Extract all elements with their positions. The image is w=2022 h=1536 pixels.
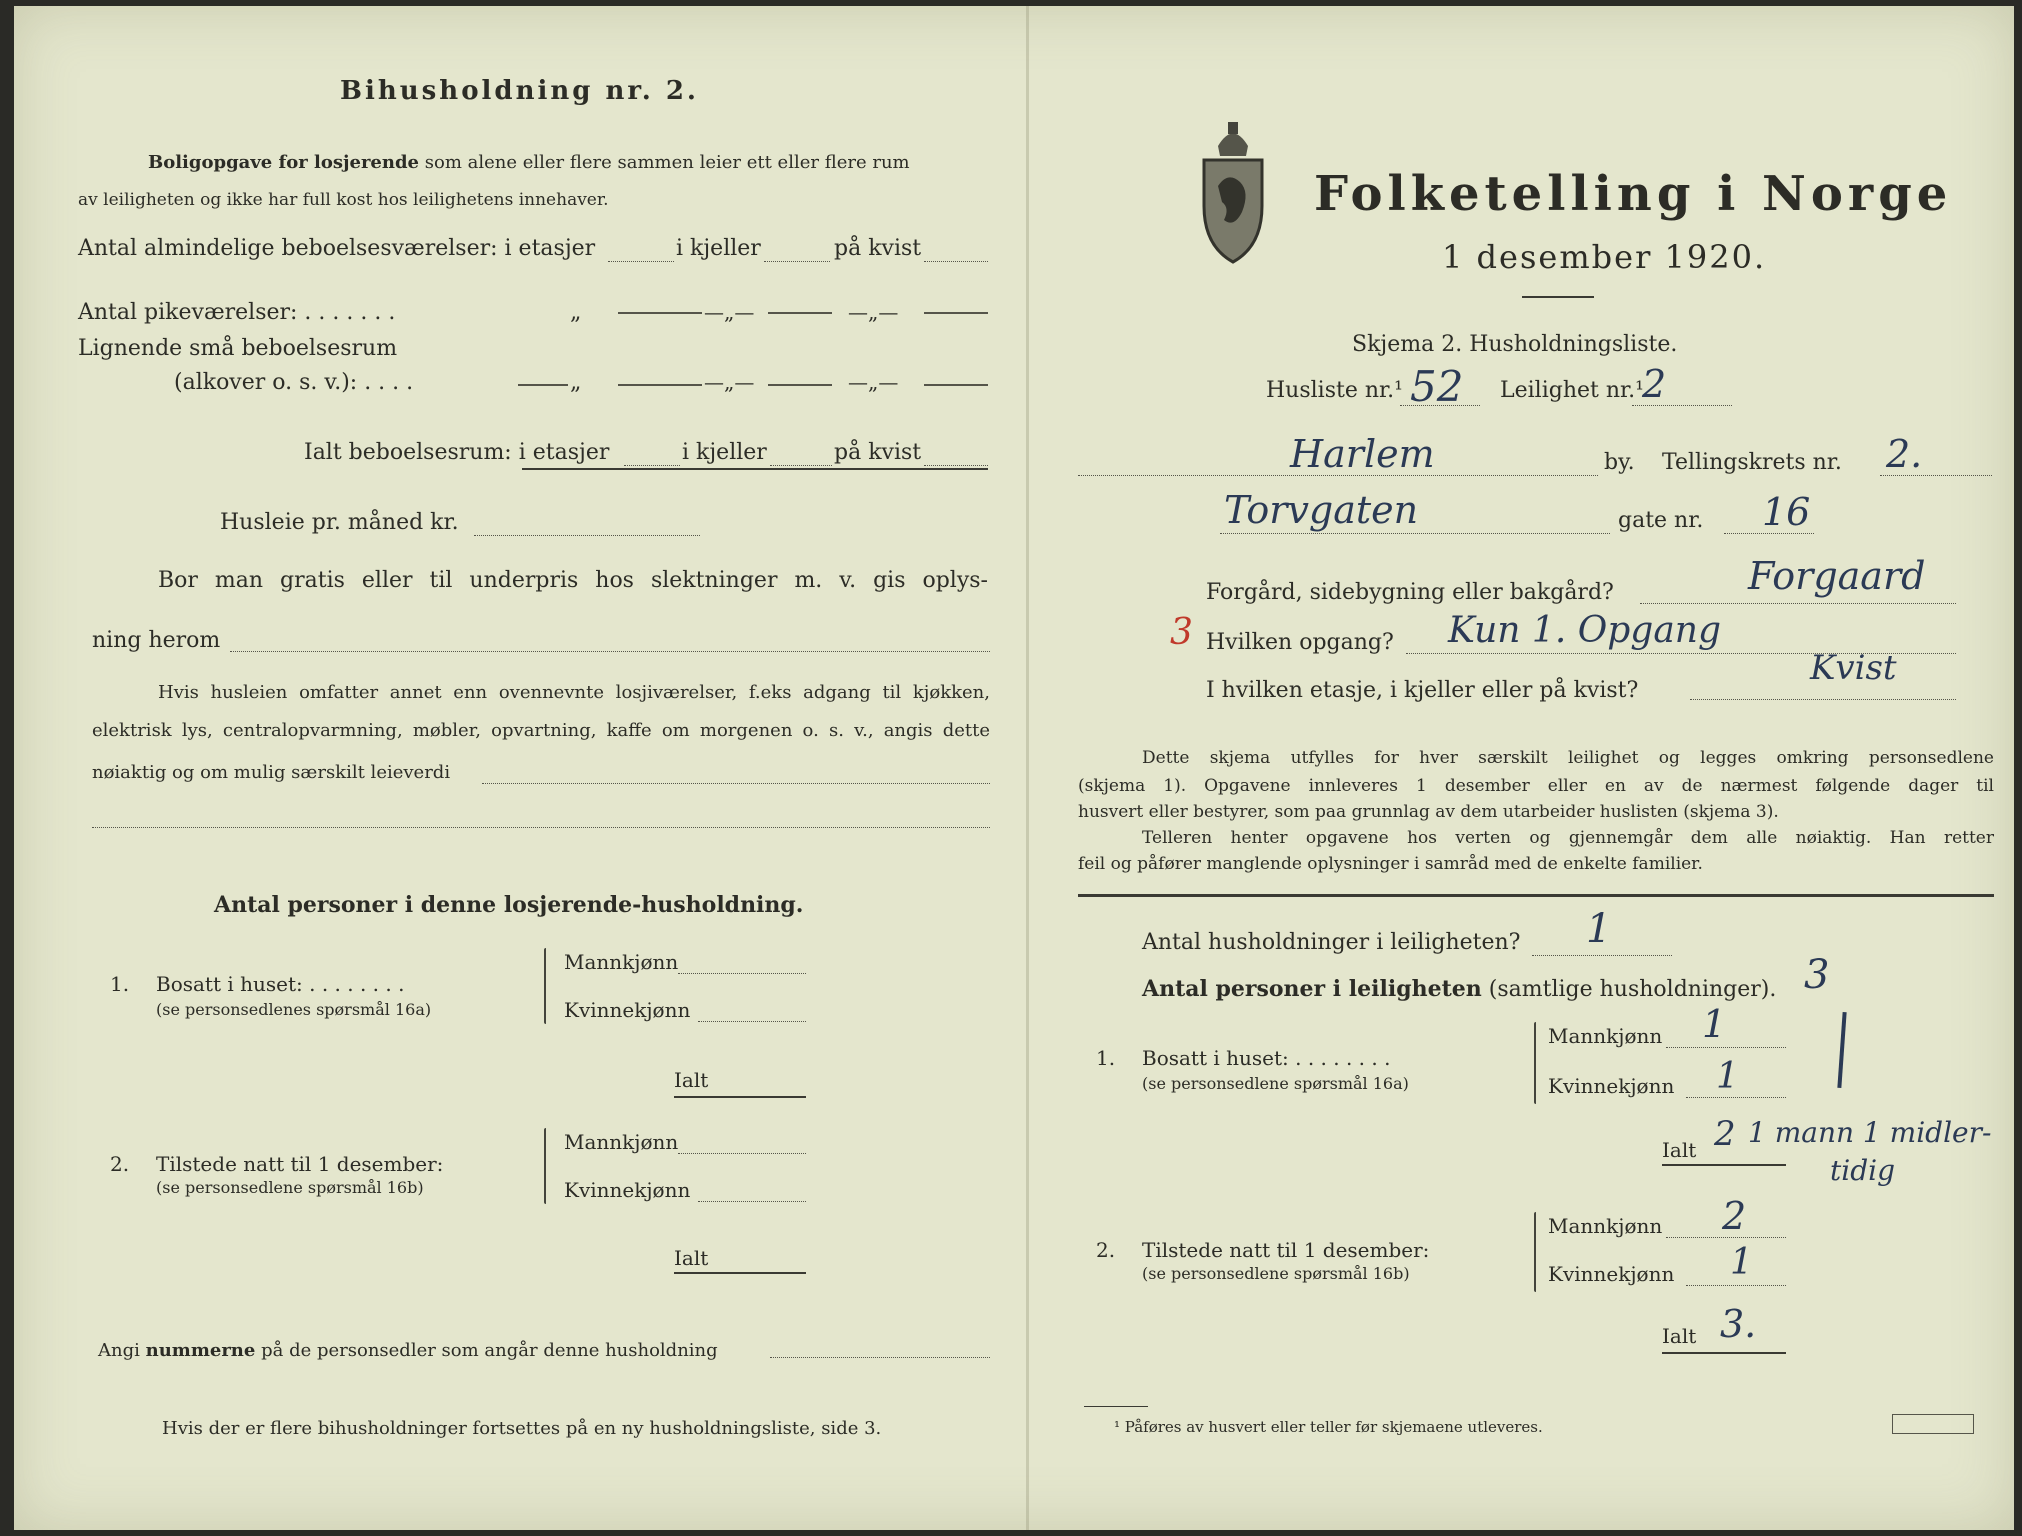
leilighet-line [1632,404,1732,406]
antal-heading: Antal personer i denne losjerende-husholdning. [214,892,804,918]
right-page [1030,6,2014,1530]
info-line1: Dette skjema utfylles for hver særskilt leilighet og legges omkring personsedlene [1142,748,1994,768]
by-value: Harlem [1290,432,1435,476]
page-fold [1026,6,1029,1530]
gate-nr-line [1724,532,1814,534]
bosatt-brace [544,948,546,1024]
row3-dash3 [924,384,988,386]
husliste-value: 52 [1410,362,1464,411]
husliste-label: Husliste nr.¹ [1266,378,1403,403]
r-tilstede-kvinne: Kvinnekjønn [1548,1262,1675,1286]
r-bosatt-ialt-value: 2 [1714,1114,1736,1154]
r-bosatt-note2: tidig [1830,1154,1896,1187]
r-bosatt-sub: (se personsedlene spørsmål 16a) [1142,1074,1409,1093]
r-tilstede-mann: Mannkjønn [1548,1214,1663,1238]
intro-bold: Boligopgave for losjerende [148,152,420,173]
by-line [1078,474,1598,476]
row3-dash0 [518,384,568,386]
r-bosatt-kvinne: Kvinnekjønn [1548,1074,1675,1098]
r-tilstede-label: Tilstede natt til 1 desember: [1142,1238,1430,1262]
krets-value: 2. [1886,432,1923,476]
row3-dash2 [768,384,832,386]
ialt-etasjer-line [624,464,680,466]
row2-dash3 [924,312,988,314]
row1-label: Antal almindelige beboelsesværelser: i etasjer [78,236,596,261]
bor-line1: Bor man gratis eller til underpris hos slektninger m. v. gis oplys- [158,568,988,593]
husleie-label: Husleie pr. måned kr. [220,510,459,535]
antal-pers-line [1142,976,1776,1002]
r-tilstede-kvinne-value: 1 [1730,1242,1753,1283]
tilstede-ialt: Ialt [674,1246,709,1270]
tilstede-mann-line [678,1152,806,1154]
info-line5: feil og påfører manglende oplysninger i samråd med de enkelte familier. [1078,854,1703,874]
footnote-rule [1084,1406,1148,1407]
ialt-label: Ialt beboelsesrum: i etasjer [304,440,610,465]
antal-hus-value: 1 [1586,906,1612,952]
row3-quote: „ [570,370,582,395]
angi-rest: på de personsedler som angår denne husholdning [261,1340,718,1361]
husleie-line [474,534,700,536]
printer-stamp [1892,1414,1974,1434]
ialt-kjeller: i kjeller [682,440,767,465]
row3-dash1 [618,384,702,386]
forgard-label: Forgård, sidebygning eller bakgård? [1206,580,1614,605]
r-bosatt-mann-line [1666,1046,1786,1048]
census-form-sheet [14,6,2014,1530]
row2-quote: „ [570,300,582,325]
r-bosatt-mann-value: 1 [1702,1002,1727,1046]
antal-pers-bold: Antal personer i leiligheten [1142,976,1482,1002]
gate-label: gate nr. [1618,508,1704,533]
info-divider [1078,894,1994,897]
forgard-value: Forgaard [1748,554,1926,598]
row2-dash2 [768,312,832,314]
tilstede-kvinne-line [698,1200,806,1202]
ialt-kjeller-line [770,464,832,466]
r-tilstede-mann-value: 2 [1722,1194,1747,1238]
hvis-line1: Hvis husleien omfatter annet enn ovennevnte losjiværelser, f.eks adgang til kjøkken, [158,682,990,703]
etasje-label: I hvilken etasje, i kjeller eller på kvist? [1206,678,1639,703]
r-bosatt-brace [1534,1022,1536,1104]
opgang-red-mark: 3 [1170,612,1193,653]
footnote: ¹ Påføres av husvert eller teller før skjemaene utleveres. [1114,1418,1543,1436]
row2-dash-mark1: —„— [704,300,755,324]
r-bosatt-ialt-line [1662,1164,1786,1166]
r-tilstede-num: 2. [1096,1238,1116,1262]
bosatt-kvinne-line [698,1020,806,1022]
angi-line [98,1340,718,1361]
gate-line [1220,532,1610,534]
angi-pre: Angi [98,1340,140,1361]
row1-etasjer-line [608,260,674,262]
r-tilstede-ialt-line [1662,1352,1786,1354]
tilstede-label: Tilstede natt til 1 desember: [156,1152,444,1176]
krets-label: Tellingskrets nr. [1662,450,1842,475]
left-footer: Hvis der er flere bihusholdninger fortsettes på en ny husholdningsliste, side 3. [162,1418,882,1439]
ialt-underline [522,468,988,470]
bosatt-num: 1. [110,972,130,996]
row1-kjeller-line [764,260,830,262]
tilstede-ialt-line [674,1272,806,1274]
antal-hus-line [1532,954,1672,956]
r-tilstede-mann-line [1666,1236,1786,1238]
row1-kjeller: i kjeller [676,236,761,261]
date-underline [1522,296,1594,298]
krets-line [1880,474,1992,476]
gate-nr-value: 16 [1762,490,1811,534]
row3-dash-mark2: —„— [848,370,899,394]
info-line2: (skjema 1). Opgavene innleveres 1 desember eller en av de nærmest følgende dager til [1078,776,1994,796]
tilstede-kvinne: Kvinnekjønn [564,1178,691,1202]
coat-of-arms-icon [1198,116,1268,266]
etasje-line [1690,698,1956,700]
bosatt-sub: (se personsedlenes spørsmål 16a) [156,1000,432,1019]
gate-value: Torvgaten [1224,488,1419,532]
hvis-line [482,782,990,784]
row3-dash-mark1: —„— [704,370,755,394]
intro-line2: av leiligheten og ikke har full kost hos leilighetens innehaver. [78,190,609,210]
r-bosatt-ialt: Ialt [1662,1138,1697,1162]
r-bosatt-pencil-stroke [1837,1012,1846,1088]
r-tilstede-sub: (se personsedlene spørsmål 16b) [1142,1264,1410,1283]
right-title: Folketelling i Norge [1314,166,1953,222]
leilighet-value: 2 [1642,362,1667,406]
hvis-line2: elektrisk lys, centralopvarmning, møbler, opvartning, kaffe om morgenen o. s. v., angis dette [92,720,990,741]
intro-line1 [148,152,910,173]
r-bosatt-mann: Mannkjønn [1548,1024,1663,1048]
bosatt-kvinne: Kvinnekjønn [564,998,691,1022]
r-bosatt-num: 1. [1096,1046,1116,1070]
angi-bold: nummerne [145,1340,256,1361]
tilstede-num: 2. [110,1152,130,1176]
r-bosatt-kvinne-line [1686,1096,1786,1098]
r-tilstede-kvinne-line [1686,1284,1786,1286]
opgang-label: Hvilken opgang? [1206,630,1394,655]
bosatt-ialt-line [674,1096,806,1098]
antal-hus-label: Antal husholdninger i leiligheten? [1142,930,1521,955]
tilstede-mann: Mannkjønn [564,1130,679,1154]
etasje-value: Kvist [1810,648,1897,688]
opgang-value: Kun 1. Opgang [1448,610,1722,651]
antal-pers-value: 3 [1804,952,1830,998]
hvis-line-extra [92,826,990,828]
bosatt-label: Bosatt i huset: . . . . . . . . [156,972,405,996]
antal-pers-rest: (samtlige husholdninger). [1488,977,1777,1002]
row1-kvist-line [924,260,988,262]
census-date: 1 desember 1920. [1442,238,1767,276]
row1-kvist: på kvist [834,236,922,261]
intro-rest: som alene eller flere sammen leier ett eller flere rum [424,152,910,173]
forgard-line [1640,602,1956,604]
bosatt-mann: Mannkjønn [564,950,679,974]
row3-label1: Lignende små beboelsesrum [78,336,398,361]
row3-label2: (alkover o. s. v.): . . . . [174,370,414,395]
tilstede-sub: (se personsedlene spørsmål 16b) [156,1178,424,1197]
row2-dash1 [618,312,702,314]
row2-dash-mark2: —„— [848,300,899,324]
r-bosatt-kvinne-value: 1 [1716,1056,1739,1097]
bosatt-ialt: Ialt [674,1068,709,1092]
bor-line2: ning herom [92,628,221,653]
info-line4: Telleren henter opgavene hos verten og gjennemgår dem alle nøiaktig. Han retter [1142,828,1994,848]
r-tilstede-ialt: Ialt [1662,1324,1697,1348]
bosatt-mann-line [678,972,806,974]
r-tilstede-ialt-value: 3. [1720,1302,1757,1346]
info-line3: husvert eller bestyrer, som paa grunnlag av dem utarbeider huslisten (skjema 3). [1078,802,1779,822]
tilstede-brace [544,1128,546,1204]
ialt-kvist-line [924,464,988,466]
r-bosatt-note: 1 mann 1 midler- [1748,1116,1992,1149]
ialt-kvist: på kvist [834,440,922,465]
leilighet-label: Leilighet nr.¹ [1500,378,1644,403]
bor-line [230,650,990,652]
row2-label: Antal pikeværelser: . . . . . . . [78,300,396,325]
r-bosatt-label: Bosatt i huset: . . . . . . . . [1142,1046,1391,1070]
skjema-label: Skjema 2. Husholdningsliste. [1352,332,1678,357]
hvis-line3: nøiaktig og om mulig særskilt leieverdi [92,762,451,783]
husliste-line [1400,404,1480,406]
angi-fill-line [770,1356,990,1358]
left-title: Bihusholdning nr. 2. [340,76,699,106]
by-label: by. [1604,450,1635,475]
r-tilstede-brace [1534,1212,1536,1292]
left-page [14,6,1024,1530]
